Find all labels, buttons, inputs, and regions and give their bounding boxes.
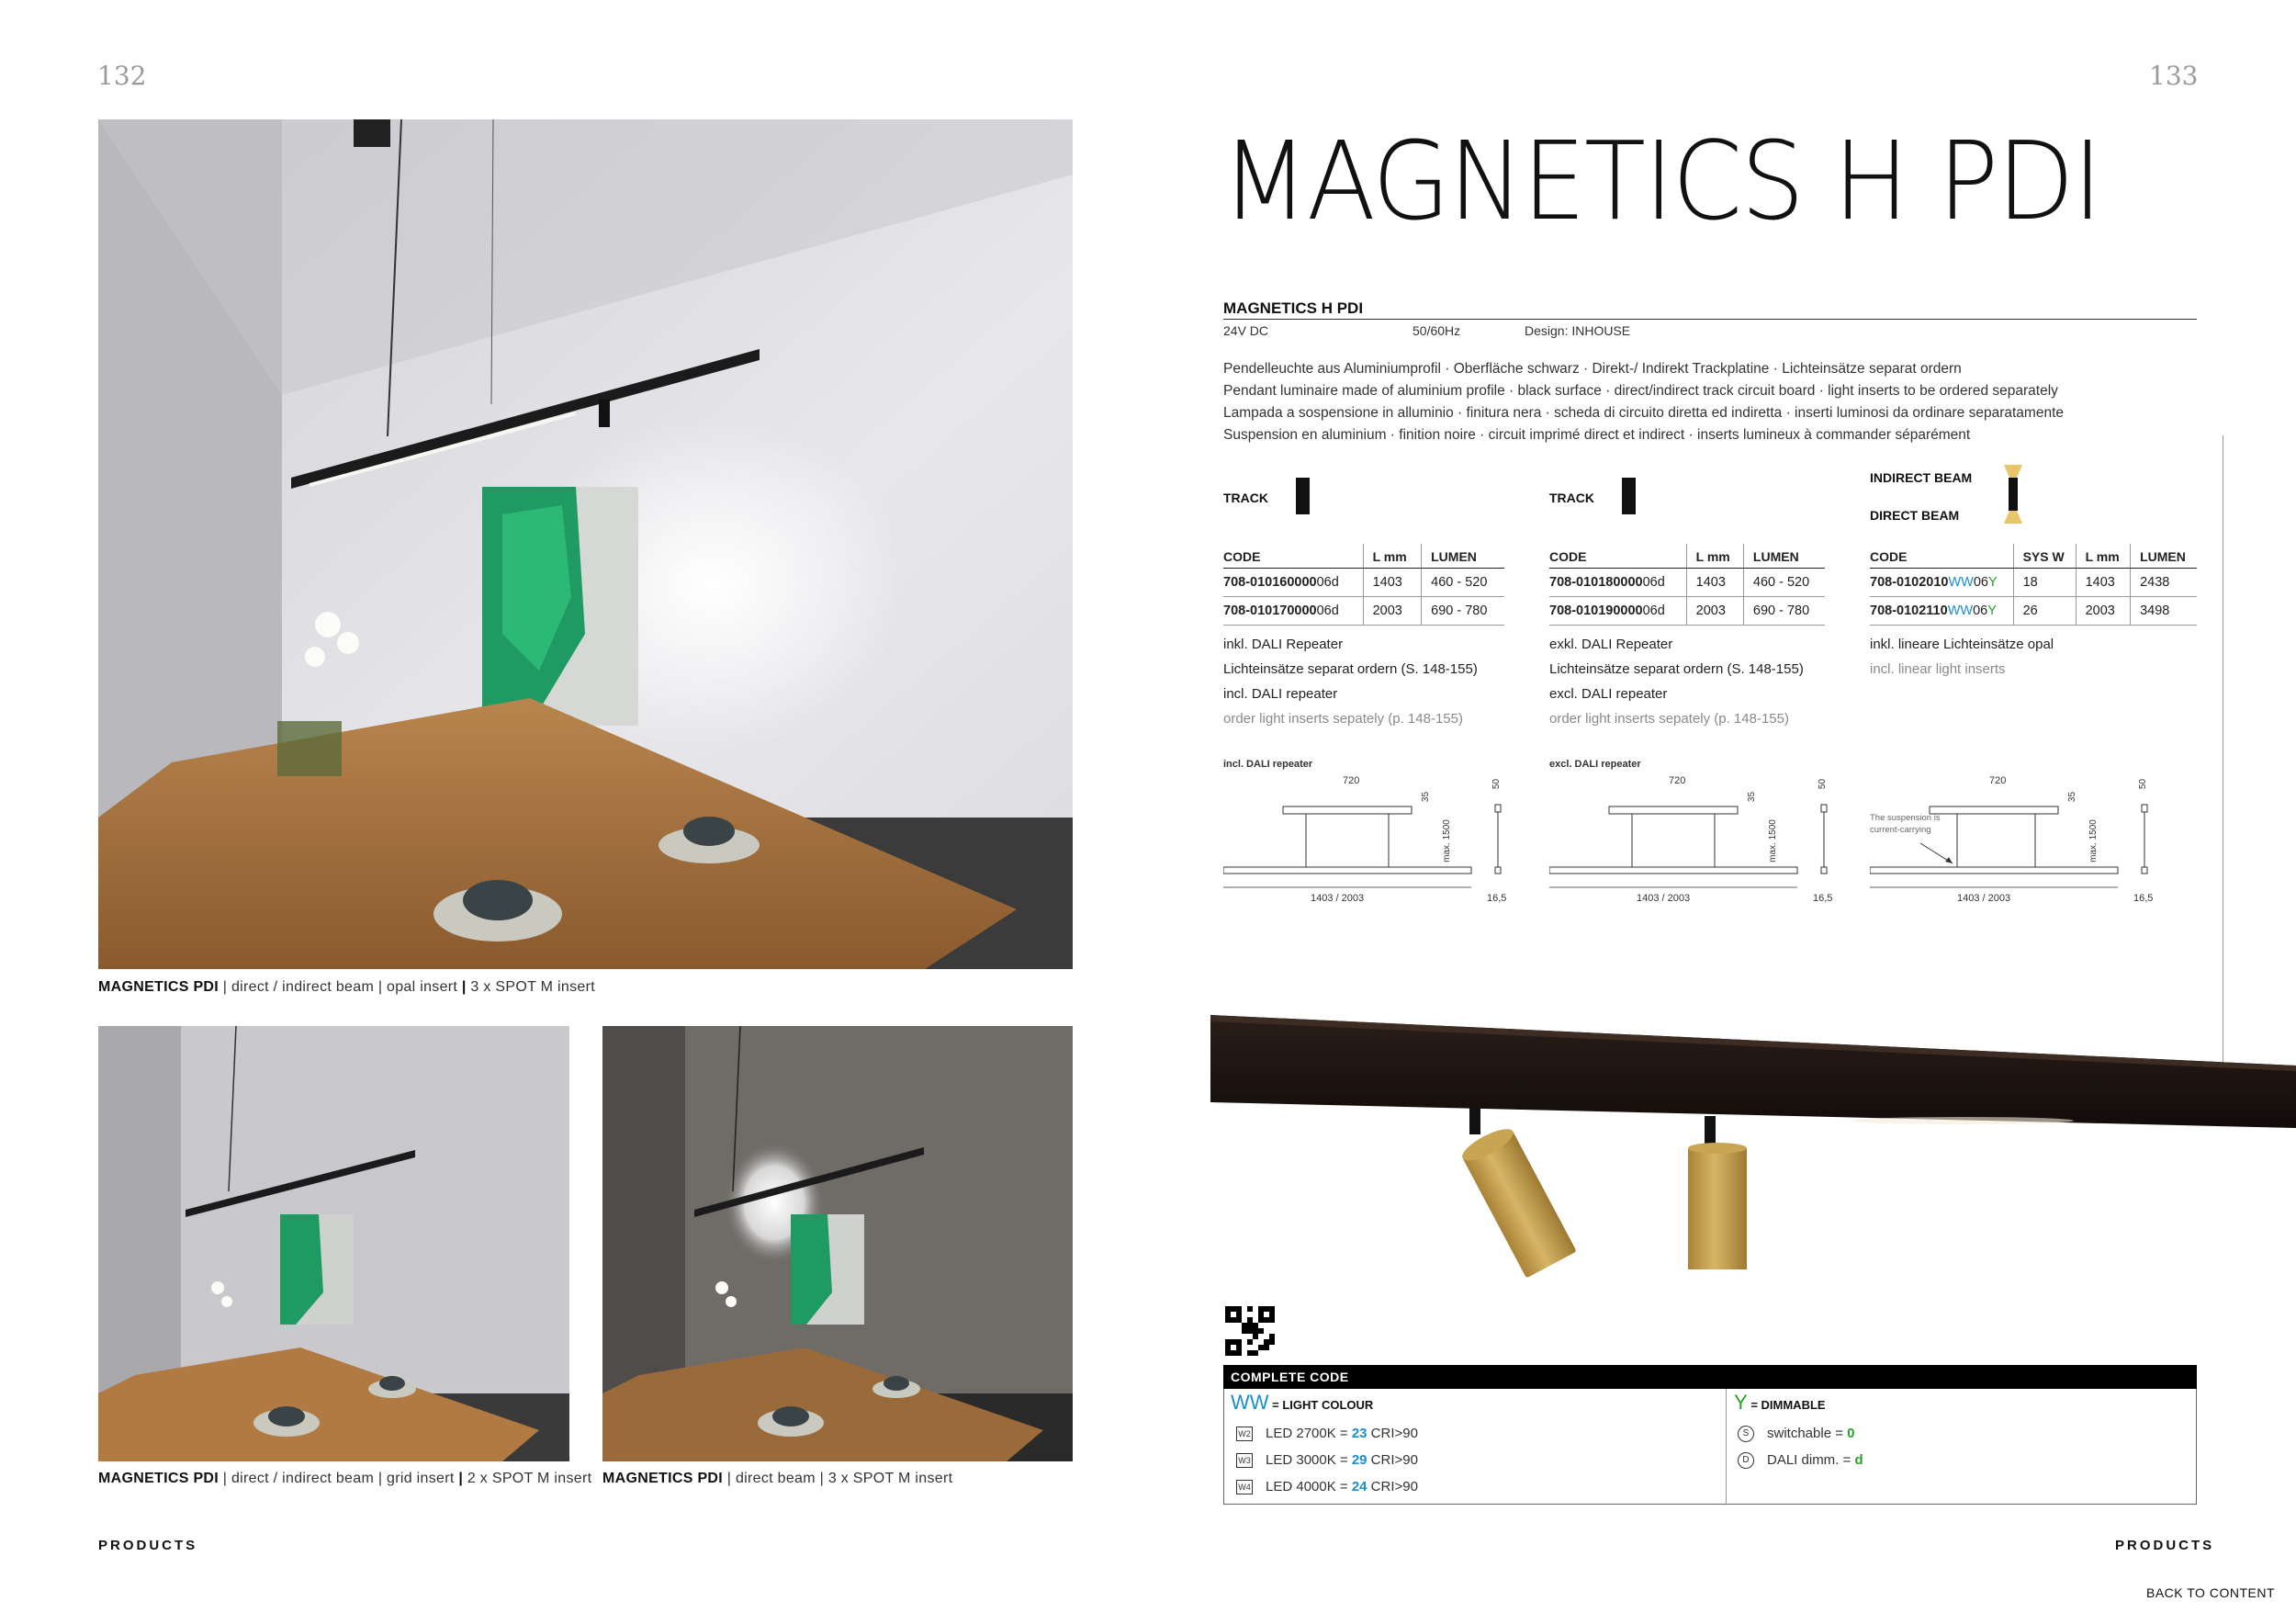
group3-label-indirect: INDIRECT BEAM xyxy=(1870,470,1973,485)
page-title: MAGNETICS H PDI xyxy=(1221,118,2101,244)
design-credit: Design: INHOUSE xyxy=(1525,323,1631,338)
footer-left: PRODUCTS xyxy=(98,1538,198,1553)
table-row: 708-01016000006d 1403 460 - 520 xyxy=(1223,569,1504,597)
description xyxy=(1223,358,2064,446)
footer-right: PRODUCTS xyxy=(2115,1538,2215,1553)
description-de: Pendelleuchte aus Aluminiumprofil · Oberfläche schwarz · Direkt-/ Indirekt Trackplatine · Lichteinsätze separat ordern xyxy=(1223,361,1962,377)
table-row: 708-01017000006d 2003 690 - 780 xyxy=(1223,597,1504,626)
product-render xyxy=(1210,1010,2296,1323)
group2-table: CODE L mm LUMEN 708-01018000006d 1403 460 - 520 708-01019000006d 2003 690 - 780 xyxy=(1549,544,1825,626)
complete-code-bar: COMPLETE CODE xyxy=(1223,1365,2197,1389)
back-to-content-link[interactable]: BACK TO CONTENT xyxy=(2146,1585,2276,1600)
group3-label-direct: DIRECT BEAM xyxy=(1870,508,1960,523)
track-swatch-2 xyxy=(1622,478,1636,514)
table-row: 708-01018000006d 1403 460 - 520 xyxy=(1549,569,1825,597)
group3-notes: inkl. lineare Lichteinsätze opal incl. linear light inserts xyxy=(1870,637,2054,677)
caption-direct: MAGNETICS PDI | direct beam | 3 x SPOT M insert xyxy=(602,1471,953,1486)
table-row: 708-0102010WW06Y 18 1403 2438 xyxy=(1870,569,2197,597)
dim-row-dali: D DALI dimm. = d xyxy=(1738,1452,1863,1469)
description-fr: Suspension en aluminium · finition noire · circuit imprimé direct et indirect · inserts lumineux à commander séparément xyxy=(1223,427,1971,443)
dim-row-switchable: S switchable = 0 xyxy=(1738,1426,1854,1442)
product-name: MAGNETICS H PDI xyxy=(1223,299,1364,317)
colour-row-3000: W3 LED 3000K = 29 CRI>90 xyxy=(1236,1452,1418,1468)
track-swatch-1 xyxy=(1296,478,1310,514)
col-code: CODE xyxy=(1223,544,1363,569)
w2-icon: W2 xyxy=(1236,1427,1253,1441)
description-it: Lampada a sospensione in alluminio · finitura nera · scheda di circuito diretta ed indiretta · inserti luminosi da ordinare separatamente xyxy=(1223,405,2064,421)
caption-main: MAGNETICS PDI | direct / indirect beam | opal insert | 3 x SPOT M insert xyxy=(98,979,595,995)
page-number-left: 132 xyxy=(97,61,147,91)
description-en: Pendant luminaire made of aluminium profile · black surface · direct/indirect track circuit board · light inserts to be ordered separately xyxy=(1223,383,2058,399)
dali-icon: D xyxy=(1738,1452,1754,1469)
light-colour-head: WW = LIGHT COLOUR xyxy=(1231,1391,1374,1414)
frequency: 50/60Hz xyxy=(1412,323,1461,338)
group2-notes: exkl. DALI Repeater Lichteinsätze separat ordern (S. 148-155) excl. DALI repeater order light inserts sepately (p. 148-155) xyxy=(1549,637,1804,727)
col-lumen: LUMEN xyxy=(1422,544,1504,569)
colour-row-4000: W4 LED 4000K = 24 CRI>90 xyxy=(1236,1479,1418,1494)
main-room-photo xyxy=(98,119,1073,969)
header-rule xyxy=(1223,319,2197,320)
caption-grid: MAGNETICS PDI | direct / indirect beam | grid insert | 2 x SPOT M insert xyxy=(98,1471,592,1486)
group1-table xyxy=(1223,544,1504,626)
w3-icon: W3 xyxy=(1236,1453,1253,1468)
grid-insert-photo xyxy=(98,1026,569,1461)
direct-beam-photo xyxy=(602,1026,1073,1461)
dimmable-head: Y = DIMMABLE xyxy=(1734,1391,1826,1414)
qr-code[interactable] xyxy=(1225,1306,1275,1356)
table-row: 708-01019000006d 2003 690 - 780 xyxy=(1549,597,1825,626)
w4-icon: W4 xyxy=(1236,1480,1253,1494)
group2-label: TRACK xyxy=(1549,491,1594,505)
colour-row-2700: W2 LED 2700K = 23 CRI>90 xyxy=(1236,1426,1418,1441)
group1-notes: inkl. DALI Repeater Lichteinsätze separat ordern (S. 148-155) incl. DALI repeater order light inserts sepately (p. 148-155) xyxy=(1223,637,1478,727)
complete-code-divider xyxy=(1726,1389,1727,1505)
group1-label: TRACK xyxy=(1223,491,1268,505)
col-length: L mm xyxy=(1363,544,1422,569)
table-row: 708-0102110WW06Y 26 2003 3498 xyxy=(1870,597,2197,626)
beam-icon xyxy=(2002,465,2024,524)
voltage: 24V DC xyxy=(1223,323,1269,338)
page-number-right: 133 xyxy=(2149,61,2199,91)
switch-icon: S xyxy=(1738,1426,1754,1442)
group3-table: CODE SYS W L mm LUMEN 708-0102010WW06Y 18 1403 2438 708-0102110WW06Y 26 2003 3498 xyxy=(1870,544,2197,626)
